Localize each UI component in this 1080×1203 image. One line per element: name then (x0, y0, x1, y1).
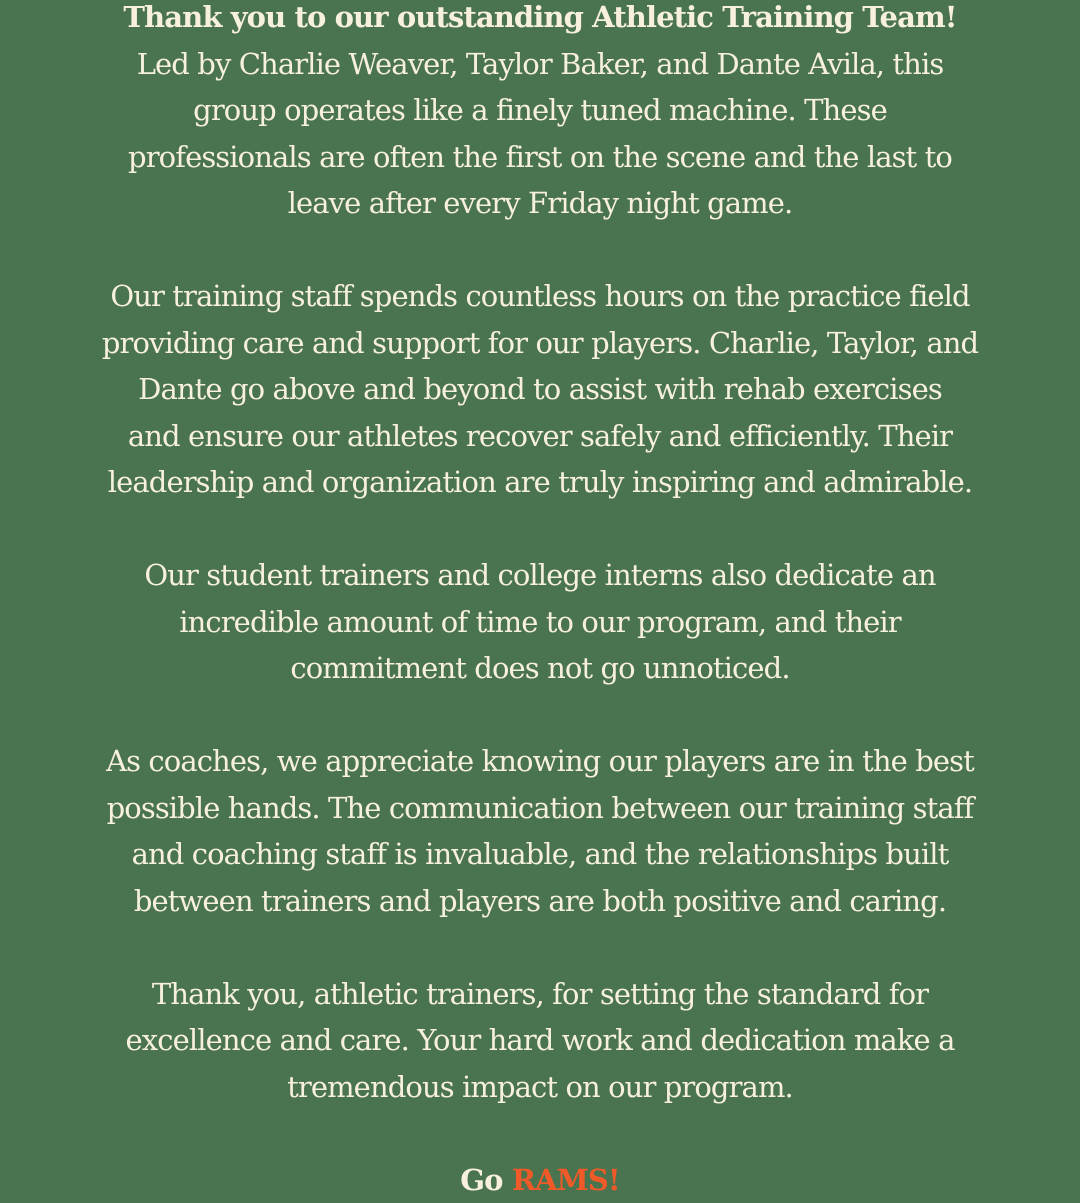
paragraph-spacer (0, 227, 1080, 274)
paragraph-line: tremendous impact on our program. (0, 1064, 1080, 1111)
paragraph-spacer (0, 924, 1080, 971)
paragraph-line: commitment does not go unnoticed. (0, 645, 1080, 692)
paragraph-line: providing care and support for our players. Charlie, Taylor, and (0, 320, 1080, 367)
paragraph-line: excellence and care. Your hard work and dedication make a (0, 1017, 1080, 1064)
paragraph-spacer (0, 506, 1080, 553)
letter-heading: Thank you to our outstanding Athletic Training Team! (0, 0, 1080, 41)
paragraph-line: Led by Charlie Weaver, Taylor Baker, and Dante Avila, this (0, 41, 1080, 88)
team-name-highlight: RAMS! (512, 1163, 620, 1197)
paragraph-line: between trainers and players are both positive and caring. (0, 878, 1080, 925)
paragraph-line: leave after every Friday night game. (0, 180, 1080, 227)
paragraph-line: group operates like a finely tuned machine. These (0, 87, 1080, 134)
paragraph-line: and coaching staff is invaluable, and the relationships built (0, 831, 1080, 878)
paragraph-line: Our student trainers and college interns also dedicate an (0, 552, 1080, 599)
paragraph-line: possible hands. The communication between our training staff (0, 785, 1080, 832)
paragraph-line: professionals are often the first on the scene and the last to (0, 134, 1080, 181)
paragraph-line: leadership and organization are truly inspiring and admirable. (0, 459, 1080, 506)
paragraph-line: As coaches, we appreciate knowing our players are in the best (0, 738, 1080, 785)
paragraph-line: Our training staff spends countless hours on the practice field (0, 273, 1080, 320)
paragraph-student-trainers (0, 552, 1080, 692)
paragraph-line: Thank you, athletic trainers, for setting the standard for (0, 971, 1080, 1018)
paragraph-line: Dante go above and beyond to assist with rehab exercises (0, 366, 1080, 413)
signoff (0, 1157, 1080, 1203)
paragraph-coaches (0, 738, 1080, 924)
signoff-prefix: Go (460, 1163, 512, 1197)
paragraph-line: incredible amount of time to our program, and their (0, 599, 1080, 646)
paragraph-spacer (0, 692, 1080, 739)
paragraph-intro (0, 41, 1080, 227)
paragraph-closing (0, 971, 1080, 1111)
paragraph-training-staff (0, 273, 1080, 506)
paragraph-spacer (0, 1110, 1080, 1157)
paragraph-line: and ensure our athletes recover safely and efficiently. Their (0, 413, 1080, 460)
